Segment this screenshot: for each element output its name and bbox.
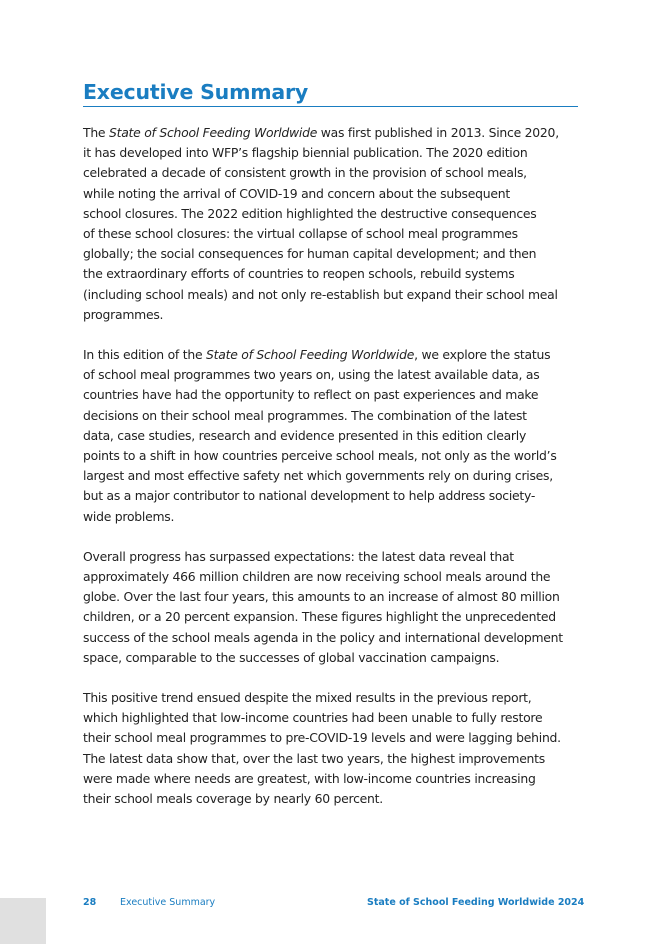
text-line: The latest data show that, over the last two years, the highest improvements — [83, 750, 545, 766]
text-line: decisions on their school meal programmes. The combination of the latest — [83, 407, 527, 423]
paragraph-3 — [83, 547, 583, 668]
text-segment: The — [83, 125, 109, 140]
text-line: wide problems. — [83, 508, 175, 524]
text-line: children, or a 20 percent expansion. These figures highlight the unprecedented — [83, 609, 556, 625]
text-line: while noting the arrival of COVID-19 and concern about the subsequent — [83, 185, 510, 201]
title-underline — [83, 106, 578, 107]
text-line: but as a major contributor to national development to help address society- — [83, 488, 536, 504]
publication-title-italic: State of School Feeding Worldwide — [108, 125, 318, 140]
text-line: their school meals coverage by nearly 60 percent. — [83, 791, 383, 807]
text-line: This positive trend ensued despite the mixed results in the previous report, — [83, 690, 532, 706]
text-line: celebrated a decade of consistent growth in the provision of school meals, — [83, 165, 527, 181]
footer-publication-title: State of School Feeding Worldwide 2024 — [367, 897, 585, 908]
page-title: Executive Summary — [83, 80, 309, 104]
text-line: (including school meals) and not only re-establish but expand their school meal — [83, 286, 558, 302]
text-line: globally; the social consequences for human capital development; and then — [83, 246, 537, 262]
text-line: of these school closures: the virtual collapse of school meal programmes — [83, 226, 518, 242]
paragraph-4 — [83, 688, 583, 809]
text-line: points to a shift in how countries perceive school meals, not only as the world’s — [83, 448, 557, 464]
text-line: Overall progress has surpassed expectations: the latest data reveal that — [83, 548, 514, 564]
paragraph-1 — [83, 123, 583, 325]
page-number: 28 — [83, 897, 97, 908]
text-line — [83, 345, 583, 365]
footer-section-link[interactable]: Executive Summary — [120, 897, 216, 908]
text-line: programmes. — [83, 306, 164, 322]
text-line: which highlighted that low-income countries had been unable to fully restore — [83, 710, 543, 726]
text-line: approximately 466 million children are now receiving school meals around the — [83, 569, 551, 585]
text-line: countries have had the opportunity to reflect on past experiences and make — [83, 387, 539, 403]
text-line: of school meal programmes two years on, using the latest available data, as — [83, 367, 540, 383]
text-segment: In this edition of the — [83, 347, 207, 363]
paragraph-2 — [83, 345, 583, 527]
text-line: it has developed into WFP’s flagship biennial publication. The 2020 edition — [83, 145, 528, 161]
publication-title-italic: State of School Feeding Worldwide — [206, 347, 415, 363]
text-line: globe. Over the last four years, this amounts to an increase of almost 80 million — [83, 589, 560, 605]
text-line: the extraordinary efforts of countries to reopen schools, rebuild systems — [83, 266, 515, 282]
text-line: data, case studies, research and evidence presented in this edition clearly — [83, 427, 527, 443]
text-line: largest and most effective safety net which governments rely on during crises, — [83, 468, 553, 484]
text-segment: was first published in 2013. Since 2020, — [317, 125, 559, 140]
text-line: success of the school meals agenda in the policy and international development — [83, 629, 563, 645]
body-text — [83, 123, 583, 829]
text-line: their school meal programmes to pre-COVID-19 levels and were lagging behind. — [83, 730, 561, 746]
text-line: were made where needs are greatest, with low-income countries increasing — [83, 770, 536, 786]
text-line: space, comparable to the successes of global vaccination campaigns. — [83, 649, 500, 665]
text-segment: , we explore the status — [414, 347, 551, 363]
text-line: school closures. The 2022 edition highlighted the destructive consequences — [83, 205, 537, 221]
text-line — [83, 123, 583, 143]
footer-corner-block — [0, 898, 46, 944]
